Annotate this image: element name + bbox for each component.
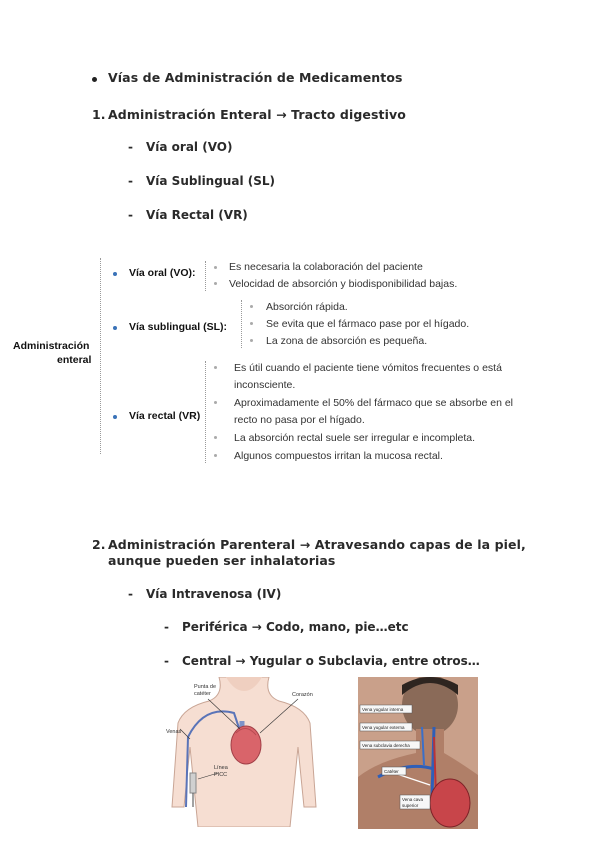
note-bullet <box>214 266 217 269</box>
enteral-item-sublingual: Vía Sublingual (SL) <box>146 174 275 188</box>
central-line-illustration <box>358 677 478 829</box>
figure-label: Línea <box>214 765 228 771</box>
concept-map-root: enteral <box>57 354 92 366</box>
note-text: Es útil cuando el paciente tiene vómitos frecuentes o está <box>234 362 502 374</box>
note-bullet <box>214 454 217 457</box>
parenteral-item-central: Central → Yugular o Subclavia, entre otros… <box>182 654 480 668</box>
note-text: inconsciente. <box>234 379 296 391</box>
note-bullet <box>214 282 217 285</box>
parenteral-item-peripheral: Periférica → Codo, mano, pie…etc <box>182 620 409 634</box>
root-brace <box>100 258 101 454</box>
note-text: Velocidad de absorción y biodisponibilidad bajas. <box>229 278 458 290</box>
section-heading-parenteral-cont: aunque pueden ser inhalatorias <box>108 553 336 568</box>
note-bullet <box>250 322 253 325</box>
note-text: Algunos compuestos irritan la mucosa rectal. <box>234 450 443 462</box>
branch-label-rectal: Vía rectal (VR) <box>129 410 201 422</box>
branch-label-sublingual: Vía sublingual (SL): <box>129 321 228 333</box>
note-bullet <box>250 305 253 308</box>
note-text: Se evita que el fármaco pase por el hígado. <box>266 318 470 330</box>
figure-label: Vena yugular externa <box>362 725 405 730</box>
picc-line-illustration <box>164 677 324 827</box>
list-dash: - <box>164 654 169 668</box>
figure-label: Vena subclavia derecha <box>362 743 410 748</box>
enteral-item-oral: Vía oral (VO) <box>146 140 233 154</box>
figure-label: Venas <box>166 729 182 735</box>
figure-label: catéter <box>194 691 211 697</box>
neck-chest-diagram <box>358 677 478 829</box>
note-text: La zona de absorción es pequeña. <box>266 335 428 347</box>
section-heading-parenteral: Administración Parenteral → Atravesando capas de la piel, <box>108 537 526 552</box>
note-text: La absorción rectal suele ser irregular e incompleta. <box>234 432 476 444</box>
note-text: Es necesaria la colaboración del paciente <box>229 261 423 273</box>
page-title: Vías de Administración de Medicamentos <box>108 70 403 85</box>
note-bullet <box>250 339 253 342</box>
note-text: Aproximadamente el 50% del fármaco que se absorbe en el <box>234 397 513 409</box>
note-bullet <box>214 366 217 369</box>
parenteral-item-iv: Vía Intravenosa (IV) <box>146 587 282 601</box>
branch-bullet <box>113 272 117 276</box>
branch-brace <box>205 261 206 291</box>
list-dash: - <box>128 587 133 601</box>
figure-label: Corazón <box>292 692 313 698</box>
branch-brace <box>241 300 242 348</box>
figure-label: Vena cava <box>402 797 424 802</box>
branch-bullet <box>113 326 117 330</box>
branch-bullet <box>113 415 117 419</box>
figure-label: Punta de <box>194 684 217 690</box>
section-number-1: 1. <box>92 107 106 122</box>
torso-diagram <box>164 677 324 827</box>
section-heading-enteral: Administración Enteral → Tracto digestivo <box>108 107 406 122</box>
bullet-dot <box>92 77 97 82</box>
list-dash: - <box>128 208 133 222</box>
note-text: Absorción rápida. <box>266 301 348 313</box>
concept-map-root: Administración <box>13 340 90 352</box>
list-dash: - <box>164 620 169 634</box>
list-dash: - <box>128 140 133 154</box>
section-number-2: 2. <box>92 537 106 552</box>
figure-label: Vena yugular interna <box>362 707 404 712</box>
note-bullet <box>214 436 217 439</box>
list-dash: - <box>128 174 133 188</box>
figure-label: PICC <box>214 772 228 778</box>
note-text: recto no pasa por el hígado. <box>234 414 365 426</box>
note-bullet <box>214 401 217 404</box>
figure-label: superior <box>402 803 419 808</box>
enteral-item-rectal: Vía Rectal (VR) <box>146 208 248 222</box>
branch-brace <box>205 361 206 463</box>
figure-label: Catéter <box>384 769 399 774</box>
branch-label-oral: Vía oral (VO): <box>129 267 196 279</box>
